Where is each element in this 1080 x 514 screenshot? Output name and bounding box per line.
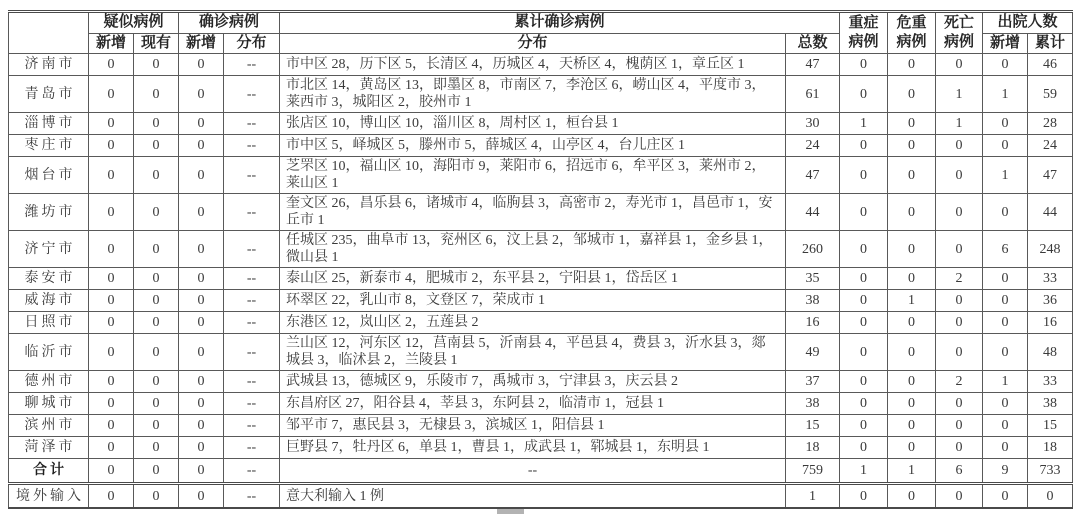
cell-death: 6 (936, 459, 983, 484)
cell-s_cur: 0 (134, 76, 179, 113)
cell-severe: 0 (840, 290, 888, 312)
cell-critical: 0 (888, 231, 936, 268)
cell-s_cur: 0 (134, 334, 179, 371)
table-row (9, 194, 1073, 231)
cell-d_new: 0 (983, 290, 1028, 312)
cell-s_cur: 0 (134, 268, 179, 290)
cell-s_new: 0 (89, 113, 134, 135)
cell-c_dist: -- (224, 54, 280, 76)
header-critical-line1: 危重 (896, 15, 927, 31)
table-row (9, 437, 1073, 459)
cell-s_cur: 0 (134, 157, 179, 194)
cell-severe: 1 (840, 459, 888, 484)
cell-s_cur: 0 (134, 135, 179, 157)
cell-c_dist: -- (224, 415, 280, 437)
table-row (9, 268, 1073, 290)
cell-dist: 市中区 28，历下区 5，长清区 4，历城区 4，天桥区 4，槐荫区 1，章丘区 1 (280, 54, 786, 76)
cell-severe: 0 (840, 437, 888, 459)
table-row (9, 415, 1073, 437)
cell-s_cur: 0 (134, 437, 179, 459)
cell-city: 威海市 (9, 290, 89, 312)
cell-d_cum: 47 (1028, 157, 1073, 194)
cell-critical: 0 (888, 76, 936, 113)
cell-critical: 1 (888, 459, 936, 484)
cell-c_new: 0 (179, 459, 224, 484)
cell-c_new: 0 (179, 484, 224, 509)
cell-c_dist: -- (224, 437, 280, 459)
cell-c_dist: -- (224, 484, 280, 509)
cell-critical: 0 (888, 135, 936, 157)
cell-dist: 武城县 13，德城区 9，乐陵市 7，禹城市 3，宁津县 3，庆云县 2 (280, 371, 786, 393)
cell-d_new: 0 (983, 334, 1028, 371)
cell-critical: 0 (888, 157, 936, 194)
table-row (9, 484, 1073, 509)
cell-critical: 0 (888, 113, 936, 135)
cell-death: 0 (936, 290, 983, 312)
table-row (9, 113, 1073, 135)
table-row (9, 231, 1073, 268)
cell-c_new: 0 (179, 334, 224, 371)
cell-s_new: 0 (89, 334, 134, 371)
cell-dist: -- (280, 459, 786, 484)
cell-c_new: 0 (179, 393, 224, 415)
header-discharged-new: 新增 (983, 33, 1028, 54)
cell-d_cum: 18 (1028, 437, 1073, 459)
cell-severe: 0 (840, 334, 888, 371)
cell-c_new: 0 (179, 415, 224, 437)
cell-s_new: 0 (89, 437, 134, 459)
cell-c_new: 0 (179, 194, 224, 231)
cell-c_dist: -- (224, 194, 280, 231)
header-critical-cases (888, 12, 936, 54)
cell-city: 聊城市 (9, 393, 89, 415)
cell-total: 44 (786, 194, 840, 231)
cell-c_dist: -- (224, 231, 280, 268)
cell-city: 临沂市 (9, 334, 89, 371)
cell-dist: 东港区 12，岚山区 2，五莲县 2 (280, 312, 786, 334)
cell-city: 泰安市 (9, 268, 89, 290)
cell-severe: 0 (840, 231, 888, 268)
cell-dist: 巨野县 7，牡丹区 6，单县 1，曹县 1，成武县 1，郓城县 1，东明县 1 (280, 437, 786, 459)
cell-d_new: 1 (983, 157, 1028, 194)
cell-severe: 0 (840, 268, 888, 290)
cell-c_dist: -- (224, 268, 280, 290)
cell-s_cur: 0 (134, 194, 179, 231)
cell-dist: 邹平市 7，惠民县 3，无棣县 3，滨城区 1，阳信县 1 (280, 415, 786, 437)
header-confirmed-cases: 确诊病例 (179, 12, 280, 34)
cell-d_cum: 15 (1028, 415, 1073, 437)
cell-severe: 0 (840, 484, 888, 509)
cell-critical: 0 (888, 268, 936, 290)
cell-dist: 市北区 14，黄岛区 13，即墨区 8，市南区 7，李沧区 6，崂山区 4，平度市 3，莱西市 3，城阳区 2，胶州市 1 (280, 76, 786, 113)
cell-c_dist: -- (224, 157, 280, 194)
cell-s_new: 0 (89, 157, 134, 194)
table-row (9, 459, 1073, 484)
cell-severe: 0 (840, 312, 888, 334)
cell-s_cur: 0 (134, 484, 179, 509)
cell-s_cur: 0 (134, 54, 179, 76)
cell-d_new: 0 (983, 135, 1028, 157)
header-discharged: 出院人数 (983, 12, 1073, 34)
cell-d_new: 0 (983, 437, 1028, 459)
cell-city: 境外输入 (9, 484, 89, 509)
cell-dist: 市中区 5，峄城区 5，滕州市 5，薛城区 4，山亭区 4，台儿庄区 1 (280, 135, 786, 157)
cell-d_new: 0 (983, 113, 1028, 135)
header-cumulative-dist: 分布 (280, 33, 786, 54)
cell-critical: 0 (888, 393, 936, 415)
cell-total: 260 (786, 231, 840, 268)
table-row (9, 334, 1073, 371)
cell-death: 0 (936, 135, 983, 157)
header-confirmed-new: 新增 (179, 33, 224, 54)
header-severe-cases (840, 12, 888, 54)
cell-s_new: 0 (89, 484, 134, 509)
cell-s_cur: 0 (134, 231, 179, 268)
header-severe-line1: 重症 (848, 15, 879, 31)
cell-s_cur: 0 (134, 415, 179, 437)
cell-critical: 0 (888, 484, 936, 509)
cell-city: 德州市 (9, 371, 89, 393)
cell-c_new: 0 (179, 371, 224, 393)
cell-death: 0 (936, 415, 983, 437)
header-suspected-cases: 疑似病例 (89, 12, 179, 34)
cell-dist: 任城区 235，曲阜市 13，兖州区 6，汶上县 2，邹城市 1，嘉祥县 1，金乡县 1，微山县 1 (280, 231, 786, 268)
cell-total: 38 (786, 393, 840, 415)
cell-city: 青岛市 (9, 76, 89, 113)
cell-severe: 0 (840, 135, 888, 157)
cell-critical: 0 (888, 415, 936, 437)
cell-city: 菏泽市 (9, 437, 89, 459)
cell-death: 0 (936, 393, 983, 415)
cell-total: 759 (786, 459, 840, 484)
cell-total: 49 (786, 334, 840, 371)
cell-d_new: 1 (983, 76, 1028, 113)
cell-c_dist: -- (224, 334, 280, 371)
horizontal-scrollbar-thumb[interactable] (497, 509, 524, 514)
cell-total: 35 (786, 268, 840, 290)
cell-c_dist: -- (224, 135, 280, 157)
cell-city: 济宁市 (9, 231, 89, 268)
cell-critical: 1 (888, 290, 936, 312)
cell-critical: 0 (888, 54, 936, 76)
cell-city: 合计 (9, 459, 89, 484)
cell-d_cum: 248 (1028, 231, 1073, 268)
cell-c_new: 0 (179, 231, 224, 268)
cell-s_new: 0 (89, 194, 134, 231)
cell-c_dist: -- (224, 371, 280, 393)
table-row (9, 371, 1073, 393)
header-suspected-new: 新增 (89, 33, 134, 54)
header-suspected-existing: 现有 (134, 33, 179, 54)
cell-severe: 0 (840, 393, 888, 415)
cell-d_new: 0 (983, 54, 1028, 76)
cell-s_new: 0 (89, 312, 134, 334)
cell-d_cum: 36 (1028, 290, 1073, 312)
cell-c_dist: -- (224, 76, 280, 113)
table-row (9, 76, 1073, 113)
cell-total: 15 (786, 415, 840, 437)
cell-d_new: 9 (983, 459, 1028, 484)
cell-d_new: 6 (983, 231, 1028, 268)
cell-c_new: 0 (179, 113, 224, 135)
cell-total: 47 (786, 54, 840, 76)
cell-s_new: 0 (89, 371, 134, 393)
cell-death: 0 (936, 157, 983, 194)
cell-c_dist: -- (224, 459, 280, 484)
cell-d_new: 0 (983, 415, 1028, 437)
cell-c_dist: -- (224, 393, 280, 415)
cell-dist: 东昌府区 27，阳谷县 4，莘县 3，东阿县 2，临清市 1，冠县 1 (280, 393, 786, 415)
cell-severe: 0 (840, 371, 888, 393)
cell-total: 30 (786, 113, 840, 135)
cell-death: 2 (936, 371, 983, 393)
cell-death: 0 (936, 437, 983, 459)
table-row (9, 135, 1073, 157)
table-row (9, 54, 1073, 76)
cell-d_cum: 24 (1028, 135, 1073, 157)
cell-d_cum: 733 (1028, 459, 1073, 484)
header-discharged-cum: 累计 (1028, 33, 1073, 54)
cell-s_new: 0 (89, 415, 134, 437)
cell-severe: 0 (840, 157, 888, 194)
cell-total: 1 (786, 484, 840, 509)
cell-dist: 意大利输入 1 例 (280, 484, 786, 509)
cell-d_new: 0 (983, 312, 1028, 334)
cell-death: 0 (936, 231, 983, 268)
header-critical-line2: 病例 (896, 34, 927, 50)
cell-death: 0 (936, 54, 983, 76)
cell-d_cum: 38 (1028, 393, 1073, 415)
cell-c_new: 0 (179, 437, 224, 459)
table-row (9, 393, 1073, 415)
cell-s_new: 0 (89, 393, 134, 415)
cell-city: 滨州市 (9, 415, 89, 437)
cell-severe: 0 (840, 54, 888, 76)
cell-city: 日照市 (9, 312, 89, 334)
cell-dist: 泰山区 25，新泰市 4，肥城市 2，东平县 2，宁阳县 1，岱岳区 1 (280, 268, 786, 290)
cell-death: 0 (936, 312, 983, 334)
table-row (9, 312, 1073, 334)
cell-s_new: 0 (89, 76, 134, 113)
cell-d_new: 0 (983, 484, 1028, 509)
header-city-corner (9, 12, 89, 54)
header-death-cases (936, 12, 983, 54)
cell-total: 47 (786, 157, 840, 194)
cell-city: 淄博市 (9, 113, 89, 135)
cell-severe: 0 (840, 76, 888, 113)
cell-s_new: 0 (89, 290, 134, 312)
cell-s_cur: 0 (134, 371, 179, 393)
cell-dist: 芝罘区 10，福山区 10，海阳市 9，莱阳市 6，招远市 6，牟平区 3，莱州市 2，莱山区 1 (280, 157, 786, 194)
header-death-line1: 死亡 (944, 15, 975, 31)
cell-city: 济南市 (9, 54, 89, 76)
cell-c_dist: -- (224, 312, 280, 334)
cell-d_cum: 46 (1028, 54, 1073, 76)
cell-c_new: 0 (179, 312, 224, 334)
cell-d_cum: 44 (1028, 194, 1073, 231)
cell-d_new: 1 (983, 371, 1028, 393)
cell-total: 18 (786, 437, 840, 459)
cell-d_cum: 28 (1028, 113, 1073, 135)
cell-dist: 奎文区 26，昌乐县 6，诸城市 4，临朐县 3，高密市 2，寿光市 1，昌邑市 1，安丘市 1 (280, 194, 786, 231)
header-severe-line2: 病例 (848, 34, 879, 50)
cell-city: 烟台市 (9, 157, 89, 194)
table-row (9, 290, 1073, 312)
cell-d_new: 0 (983, 393, 1028, 415)
cell-s_cur: 0 (134, 290, 179, 312)
epidemic-table-container (8, 10, 1073, 509)
header-confirmed-dist: 分布 (224, 33, 280, 54)
cell-s_new: 0 (89, 268, 134, 290)
cell-city: 枣庄市 (9, 135, 89, 157)
cell-d_cum: 0 (1028, 484, 1073, 509)
cell-critical: 0 (888, 437, 936, 459)
cell-c_dist: -- (224, 290, 280, 312)
cell-critical: 0 (888, 371, 936, 393)
cell-d_new: 0 (983, 194, 1028, 231)
header-death-line2: 病例 (944, 34, 975, 50)
cell-c_new: 0 (179, 290, 224, 312)
cell-s_new: 0 (89, 135, 134, 157)
cell-d_new: 0 (983, 268, 1028, 290)
cell-severe: 1 (840, 113, 888, 135)
cell-critical: 0 (888, 334, 936, 371)
cell-city: 潍坊市 (9, 194, 89, 231)
cell-death: 1 (936, 76, 983, 113)
cell-s_new: 0 (89, 459, 134, 484)
cell-critical: 0 (888, 312, 936, 334)
cell-death: 0 (936, 194, 983, 231)
cell-dist: 环翠区 22，乳山市 8，文登区 7，荣成市 1 (280, 290, 786, 312)
cell-d_cum: 16 (1028, 312, 1073, 334)
cell-s_cur: 0 (134, 113, 179, 135)
cell-s_cur: 0 (134, 312, 179, 334)
cell-severe: 0 (840, 415, 888, 437)
cell-d_cum: 33 (1028, 371, 1073, 393)
cell-critical: 0 (888, 194, 936, 231)
table-header (9, 12, 1073, 54)
cell-dist: 张店区 10，博山区 10，淄川区 8，周村区 1，桓台县 1 (280, 113, 786, 135)
cell-s_new: 0 (89, 231, 134, 268)
cell-death: 0 (936, 334, 983, 371)
cell-d_cum: 48 (1028, 334, 1073, 371)
cell-s_cur: 0 (134, 393, 179, 415)
header-cumulative-confirmed: 累计确诊病例 (280, 12, 840, 34)
cell-death: 0 (936, 484, 983, 509)
cell-severe: 0 (840, 194, 888, 231)
cell-d_cum: 59 (1028, 76, 1073, 113)
epidemic-stats-table (8, 10, 1073, 509)
header-cumulative-total: 总数 (786, 33, 840, 54)
cell-c_dist: -- (224, 113, 280, 135)
table-body (9, 54, 1073, 509)
cell-c_new: 0 (179, 157, 224, 194)
cell-death: 1 (936, 113, 983, 135)
cell-d_cum: 33 (1028, 268, 1073, 290)
cell-c_new: 0 (179, 76, 224, 113)
cell-c_new: 0 (179, 54, 224, 76)
cell-death: 2 (936, 268, 983, 290)
cell-total: 24 (786, 135, 840, 157)
cell-c_new: 0 (179, 268, 224, 290)
table-row (9, 157, 1073, 194)
cell-total: 16 (786, 312, 840, 334)
cell-dist: 兰山区 12，河东区 12，莒南县 5，沂南县 4，平邑县 4，费县 3，沂水县 3，郯城县 3，临沭县 2，兰陵县 1 (280, 334, 786, 371)
cell-s_cur: 0 (134, 459, 179, 484)
cell-c_new: 0 (179, 135, 224, 157)
cell-s_new: 0 (89, 54, 134, 76)
cell-total: 37 (786, 371, 840, 393)
cell-total: 38 (786, 290, 840, 312)
cell-total: 61 (786, 76, 840, 113)
